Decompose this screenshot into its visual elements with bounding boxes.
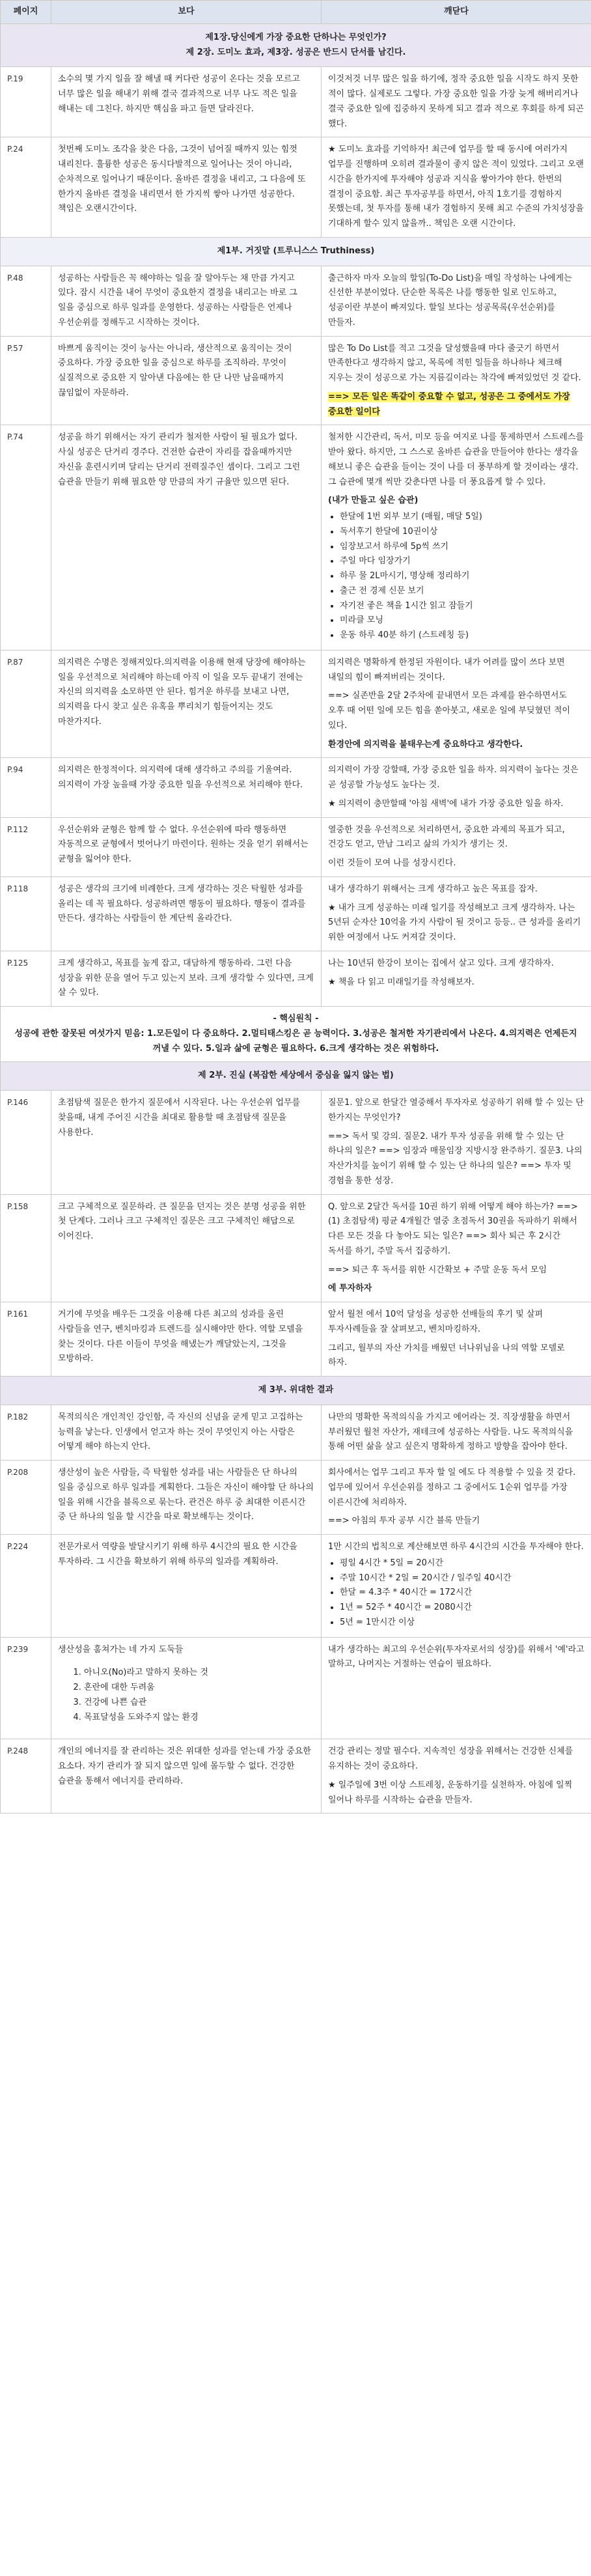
see-cell [51,876,322,951]
see-text: 목적의식은 개인적인 강인함, 즉 자신의 신념을 굳게 믿고 고집하는 능력을 낳는다. 인생에서 얻고자 하는 것이 무엇인지 아는 사람은 어떻게 해야 하는지 안다. [58,1412,303,1452]
page-number: P.248 [1,1739,51,1813]
table-row [1,876,591,951]
see-text: 성공하는 사람들은 꼭 해야하는 일을 잘 알아두는 채 만큼 가지고 있다. 잠시 시간을 내어 무엇이 중요한지 결정을 내리고는 바로 그 일을 중심으로 하루 일과를 운영한다. 성공하는 사람들은 언제나 우선순위를 정해두고 시작하는 것이다. [58,273,297,328]
realize-text: 앞서 월천 에서 10억 달성을 성공한 선배들의 후기 및 살펴 투자사례들을 잘 살펴보고, 벤치마킹하자. [328,1309,543,1334]
page-number: P.161 [1,1302,51,1377]
see-text: 첫번째 도미노 조각을 찾은 다음, 그것이 넘어질 때까지 있는 힘껏 내리친다. 훌륭한 성공은 동시다발적으로 일어나는 것이 아니라, 순차적으로 일어나기 때문이다. 올바른 결정을 내리고, 그 다음에 또 한가지 올바른 결정을 내리면서 한 가지씩 쌓아 나가면 성공한다. 책임은 오랜시간이다. [58,145,306,214]
realize-text: 건강 관리는 정말 필수다. 지속적인 성장을 위해서는 건강한 신체를 유지하는 것이 중요하다. [328,1746,573,1771]
list-item: • 미라클 모닝 [340,613,584,628]
page-number: P.87 [1,650,51,758]
table-row [1,650,591,758]
table-row [1,1535,591,1638]
see-text: 성공은 생각의 크기에 비례한다. 크게 생각하는 것은 탁월한 성과를 올리는 데 꼭 필요하다. 성공하려면 행동이 필요하다. 행동이 결과를 만든다. 생각하는 사람들이 한 계단씩 올라간다. [58,884,306,924]
realize-text: 의지력은 명확하게 한정된 자원이다. 내가 어려를 많이 쓰다 보면 내일의 힘이 빠져버리는 것이다. [328,657,565,682]
realize-text: 출근하자 마자 오늘의 할일(To-Do List)을 매일 작성하는 나에게는 신선한 부분이었다. 단순한 목록은 나를 행동한 일로 인도하고, 성공이란 부분이 빠져있다. 할일 보다는 성공목록(우선순위)를 만들자. [328,273,572,328]
see-text: 개인의 에너지를 잘 관리하는 것은 위대한 성과를 얻는데 가장 중요한 요소다. 자기 관리가 잘 되지 않으면 일에 몰두할 수 없다. 건강한 습관을 통해서 에너지를 관리하라. [58,1746,311,1786]
table-row [1,336,591,425]
highlight-mark: ==> 모든 일은 똑같이 중요할 수 없고, 성공은 그 중에서도 가장 중요한 일이다 [328,391,570,417]
realize-cell [322,1739,591,1813]
realize-text: 철저한 시간관리, 독서, 미모 등을 여지로 나를 통제하면서 스트레스를 받아 왔다. 하지만, 그 스스로 올바른 습관을 만들어야 한다는 생각을 해보니 좋은 습관을 들이는 것이 나를 더 풍부하게 할 것이라는 생각. 그 습관에 몇개 씩만 갖춘다면 나를 더 풍요롭게 할 수 있다. [328,432,584,487]
page-number: P.158 [1,1194,51,1302]
realize-note: ==> 독서 및 강의. 질문2. 내가 투자 성공을 위해 할 수 있는 단 하나의 일은? ==> 임장과 매물임장 지방시장 완주하기. 질문3. 나의 자산가치를 높이기 위해 할 수 있는 단 하나의 일은? ==> 투자 및 경험을 통한 성장. [328,1131,583,1186]
see-text: 전문가로서 역량을 발달시키기 위해 하루 4시간의 필요 한 시간을 투자하라. 그 시간을 확보하기 위해 하루의 일과를 계획하라. [58,1542,297,1567]
realize-note: ★ 의지력이 충만할때 '아침 새벽'에 내가 가장 중요한 일을 하자. [328,798,564,809]
table-row [1,758,591,817]
realize-cell [322,67,591,137]
realize-cell [322,137,591,238]
realize-text: 나는 10년뒤 한강이 보이는 집에서 살고 있다. 크게 생각하자. [328,958,554,968]
intro-line-2: 제 2장. 도미노 효과, 제3장. 성공은 반드시 단서를 남긴다. [186,47,406,57]
realize-text: 질문1. 앞으로 한달간 열중해서 투자자로 성공하기 위해 할 수 있는 단 한가지는 무엇인가? [328,1098,584,1123]
realize-cell [322,1091,591,1195]
header-realize: 깨닫다 [322,1,591,24]
table-row [1,1461,591,1535]
realize-text: 이것저것 너무 많은 일을 하기에, 정작 중요한 일을 시작도 하지 못한 적이 많다. 실제로도 그렇다. 가장 중요한 일을 가장 늦게 해버리거나 결국 중요한 일에 집중하지 못하게 되고 결과 적으로 후회를 하게 되곤 했다. [328,74,584,129]
realize-cell [322,1461,591,1535]
realize-note: 이런 것들이 모여 나를 성장시킨다. [328,858,456,868]
see-cell [51,336,322,425]
realize-note: ==> 퇴근 후 독서를 위한 시간확보 + 주말 운동 독서 모임 [328,1265,547,1275]
page-number: P.48 [1,266,51,336]
see-cell [51,817,322,876]
habit-list-title: (내가 만들고 싶은 습관) [328,496,419,506]
see-text: 소수의 몇 가지 일을 잘 해낼 때 커다란 성공이 온다는 것을 모르고 너무 많은 일을 해내기 위해 결국 결과적으로 너무 나도 적은 일을 해내는 데 그친다. 하지만 핵심을 파고 들면 달라진다. [58,74,300,114]
realize-cell [322,951,591,1006]
core-principles [1,1007,591,1062]
table-row [1,425,591,651]
realize-note: ★ 일주일에 3번 이상 스트레칭, 운동하기를 실천하자. 아침에 일찍 일어나 하루를 시작하는 습관을 만들자. [328,1780,573,1805]
header-see: 보다 [51,1,322,24]
realize-text: 회사에서는 업무 그리고 투자 할 일 에도 다 적용할 수 있을 것 같다. 업무에 있어서 우선순위를 정하고 그 중에서도 1순위 업무를 가장 이른시간에 처리하자. [328,1468,576,1507]
list-item: • 평일 4시간 * 5일 = 20시간 [340,1556,584,1571]
page-number: P.239 [1,1637,51,1739]
see-cell [51,425,322,651]
see-cell [51,1405,322,1460]
list-item: • 한달 = 4.3주 * 40시간 = 172시간 [340,1586,584,1601]
realize-note: ★ 내가 크게 성공하는 미래 일기를 작성해보고 크게 생각하자. 나는 5년뒤 순자산 10억을 가지 사람이 될 것이고 등등.. 큰 성과를 올리기 위한 여정에서 나도 커져갈 것이다. [328,903,581,942]
see-text: 바쁘게 움직이는 것이 능사는 아니라, 생산적으로 움직이는 것이 중요하다. 가장 중요한 일을 중심으로 하루를 조직하라. 무엇이 실질적으로 중요한 지 알아낸 다음에는 한 단 나만 남을때까지 끊임없이 자문하라. [58,343,292,398]
list-item: 1. 아니오(No)라고 말하지 못하는 것 [84,1666,314,1681]
see-cell [51,1194,322,1302]
realize-cell [322,1637,591,1739]
realize-note: 그리고, 월부의 자산 가치를 배웠던 너나위님을 나의 역할 모델로 하자. [328,1343,565,1368]
page-number: P.57 [1,336,51,425]
see-cell [51,1091,322,1195]
table-row [1,1405,591,1460]
realize-cell [322,758,591,817]
table-row [1,951,591,1006]
realize-cell [322,266,591,336]
realize-text: 열중한 것을 우선적으로 처리하면서, 중요한 과제의 목표가 되고, 건강도 얻고, 만남 그리고 삶의 가치가 생기는 것. [328,824,565,850]
table-row [1,1091,591,1195]
list-item: • 한달에 1번 외부 보기 (매월, 매달 5일) [340,510,584,525]
realize-cell [322,336,591,425]
see-cell [51,67,322,137]
realize-cell [322,817,591,876]
realize-emphasis: 환경안에 의지력을 불태우는게 중요하다고 생각한다. [328,739,523,749]
list-item: • 주일 마다 임장가기 [340,554,584,569]
table-row [1,137,591,238]
see-cell [51,1535,322,1638]
page-number: P.146 [1,1091,51,1195]
core-principles-row [1,1007,591,1062]
list-item: 3. 건강에 나쁜 습관 [84,1696,314,1711]
see-text: 의지력은 수명은 정해져있다.의지력을 이용해 현재 당장에 해야하는 일을 우선적으로 처리해야 하는데 아직 이 일을 모두 끝내기 전에는 자신의 의지력을 소모하면 안 된다. 힘겨운 하루를 보내고 나면, 의지력을 다시 찾고 싶은 유혹을 뿌리치기 힘들어지는 것도 마찬가지다. [58,657,306,727]
see-text: 우선순위와 균형은 함께 할 수 없다. 우선순위에 따라 행동하면 자동적으로 균형에서 벗어나기 마련이다. 원하는 것을 얻기 위해서는 균형을 잃어야 한다. [58,824,309,864]
see-text: 생산성이 높은 사람들, 즉 탁월한 성과를 내는 사람들은 단 하나의 일을 중심으로 하루 일과를 계획한다. 그들은 자신이 해야할 단 하나의 일을 위해 시간을 블록으로 묶는다. 관건은 하루 중 최대한 이른시간 중 단 하나의 일을 할 시간을 따로 확보해두는 것이다. [58,1468,314,1522]
part1-title-cell: 제1부. 거짓말 (트루니스스 Truthiness) [1,237,591,266]
see-cell [51,1302,322,1377]
realize-text: 많은 To Do List를 적고 그것을 달성했을때 마다 줄긋기 하면서 만족한다고 생각하지 않고, 목록에 적힌 일들을 하나하나 체크해 지우는 것이 성공으로 가는 지름길이라는 착각에 빠져있었던 것 같다. [328,343,581,383]
page-number: P.24 [1,137,51,238]
table-row [1,1739,591,1813]
list-item: • 주말 10시간 * 2일 = 20시간 / 일주일 40시간 [340,1571,584,1586]
realize-cell [322,1194,591,1302]
realize-text: 나만의 명확한 목적의식을 가지고 에어라는 것. 직장생활을 하면서 부러웠던 월천 자산가, 재테크에 성공하는 사람들. 나도 목적의식을 통해 어떤 삶을 살고 싶은지 명확하게 정하고 방향을 잡아야 한다. [328,1412,573,1452]
realize-list [340,510,584,643]
part3-title-cell: 제 3부. 위대한 결과 [1,1377,591,1405]
see-cell [51,951,322,1006]
realize-cell [322,1302,591,1377]
part1-title [1,237,591,266]
list-item: • 운동 하루 40분 하기 (스트레칭 등) [340,628,584,643]
realize-cell [322,650,591,758]
see-cell [51,1461,322,1535]
realize-cell [322,425,591,651]
page-number: P.224 [1,1535,51,1638]
list-item: 2. 혼란에 대한 두려움 [84,1681,314,1696]
header-page: 페이지 [1,1,51,24]
see-list [58,1666,314,1725]
list-item: • 하루 물 2L마시기, 명상해 정리하기 [340,569,584,584]
realize-text: 내가 생각하기 위해서는 크게 생각하고 높은 목표를 잡자. [328,884,538,894]
part2-title [1,1062,591,1091]
realize-cell [322,1405,591,1460]
see-text: 거기에 무엇을 배우든 그것을 이용해 다른 최고의 성과를 올린 사람들을 연구, 벤치마킹과 트렌드를 실시해야만 한다. 역할 모델을 찾는 것이다. 다른 이들이 무엇을 해냈는가 깨달았는지, 그것을 모방하라. [58,1309,303,1364]
page-number: P.74 [1,425,51,651]
realize-text: Q. 앞으로 2달간 독서를 10권 하기 위해 어떻게 해야 하는가? ==> (1) 초점탐색) 평균 4개월간 열중 초점독서 30권을 독파하기 위해서 다른 모든 것을 다 놓아도 되는 일은? ==> 회사 퇴근 후 2시간 독서를 하기, 주말 독서 집중하기. [328,1201,578,1256]
table-row [1,1637,591,1739]
see-cell [51,1739,322,1813]
realize-note: ★ 책을 다 읽고 미래일기를 작성해보자. [328,977,474,987]
realize-highlight [328,390,584,420]
realize-list [340,1556,584,1631]
list-item: • 자기전 좋은 책을 1시간 읽고 잠들기 [340,599,584,614]
page-number: P.94 [1,758,51,817]
see-text: 초점탐색 질문은 한가지 질문에서 시작된다. 나는 우선순위 업무를 찾을때, 내게 주어진 시간을 최대로 활용할 때 초점탐색 질문을 사용한다. [58,1098,301,1138]
realize-text: 내가 생각하는 최고의 우선순위(투자자로서의 성장)를 위해서 '예'라고 말하고, 나머지는 거절하는 연습이 필요하다. [328,1644,584,1670]
list-item: • 출근 전 경제 신문 보기 [340,584,584,599]
see-cell [51,650,322,758]
core-text: 성공에 관한 잘못된 여섯가지 믿음: 1.모든일이 다 중요하다. 2.멀티태스킹은 곧 능력이다. 3.성공은 철저한 자기관리에서 나온다. 4.의지력은 언제든지 꺼낼 수 있다. 5.일과 삶에 균형은 필요하다. 6.크게 생각하는 것은 위험하다. [14,1028,577,1054]
realize-text: ★ 도미노 효과를 기억하자! 최근에 업무를 할 때 동시에 여러가지 업무를 진행하며 오히려 결과물이 좋지 않은 적이 있었다. 그리고 오랜 시간을 한가지에 투자해야 성공과 지식을 쌓아가야 한다. 한번의 결정이 중요함. 최근 투자공부를 하면서, 아직 1호기를 경험하지 못했는데, 첫 투자를 통해 내가 경험하지 못해 최고 수준의 가치성장을 기대하게 할수 있지 않을까.. 책임은 오랜 시간이다. [328,145,584,229]
list-item: • 독서후기 한달에 10권이상 [340,525,584,540]
realize-text: 의지력이 가장 강할때, 가장 중요한 일을 하자. 의지력이 높다는 것은 곧 성공할 가능성도 높다는 것. [328,765,579,790]
header-row [1,1,591,24]
see-text: 성공을 하기 위해서는 자기 관리가 철저한 사람이 될 필요가 없다. 사실 성공은 단거리 경주다. 건전한 습관이 자리를 잡을때까지만 자신을 훈련시키며 달리는 단거리 전력질주인 셈이다. 그리고 그런 습관을 만들기 위해 필요한 양 만큼의 자기 규율만 있으면 된다. [58,432,301,487]
see-text: 크게 생각하고, 목표를 높게 잡고, 대담하게 행동하라. 그런 다음 성장을 위한 문을 열어 두고 있는지 보라. 크게 생각할 수 있다면, 크게 살 수 있다. [58,958,314,998]
part2-title-cell: 제 2부. 진실 (복잡한 세상에서 중심을 잃지 않는 법) [1,1062,591,1091]
page-number: P.208 [1,1461,51,1535]
realize-text: 1만 시간의 법칙으로 계산해보면 하루 4시간의 시간을 투자해야 한다. [328,1542,584,1552]
page-number: P.125 [1,951,51,1006]
see-cell [51,1637,322,1739]
table-row [1,817,591,876]
list-item: 4. 목표달성을 도와주지 않는 환경 [84,1711,314,1726]
page-number: P.19 [1,67,51,137]
page-number: P.182 [1,1405,51,1460]
core-title: - 핵심원칙 - [273,1014,319,1024]
see-text: 생산성을 훔쳐가는 네 가지 도둑들 [58,1644,184,1655]
list-item: • 1년 = 52주 * 40시간 = 2080시간 [340,1601,584,1616]
page-number: P.112 [1,817,51,876]
list-item: • 임장보고서 하루에 5p씩 쓰기 [340,540,584,555]
intro-section [1,23,591,67]
table-row [1,266,591,336]
table-row [1,67,591,137]
see-cell [51,758,322,817]
table-row [1,1194,591,1302]
list-item: • 5년 = 1만시간 이상 [340,1616,584,1631]
intro-line-1: 제1장.당신에게 가장 중요한 단하나는 무엇인가? [205,32,387,42]
realize-cell [322,876,591,951]
realize-cell [322,1535,591,1638]
page-number: P.118 [1,876,51,951]
part3-title [1,1377,591,1405]
see-text: 크고 구체적으로 질문하라. 큰 질문을 던지는 것은 분명 성공을 위한 첫 단계다. 그러나 크고 구체적인 질문은 크고 구체적인 해답으로 이어진다. [58,1201,306,1241]
realize-note: ==> 실존반을 2달 2주차에 끝내면서 모든 과제를 완수하면서도 오후 때 어떤 일에 모든 힘을 쏟아붓고, 새로운 일에 부딪혔던 적이 있다. [328,691,570,731]
realize-note: ==> 아침의 투자 공부 시간 블록 만들기 [328,1516,480,1526]
table-row [1,1302,591,1377]
see-cell [51,137,322,238]
see-cell [51,266,322,336]
see-text: 의지력은 한정적이다. 의지력에 대해 생각하고 주의를 기울여라. 의지력이 가장 높을때 가장 중요한 일을 우선적으로 처리해야 한다. [58,765,303,790]
realize-emphasis: 에 투자하자 [328,1283,372,1294]
